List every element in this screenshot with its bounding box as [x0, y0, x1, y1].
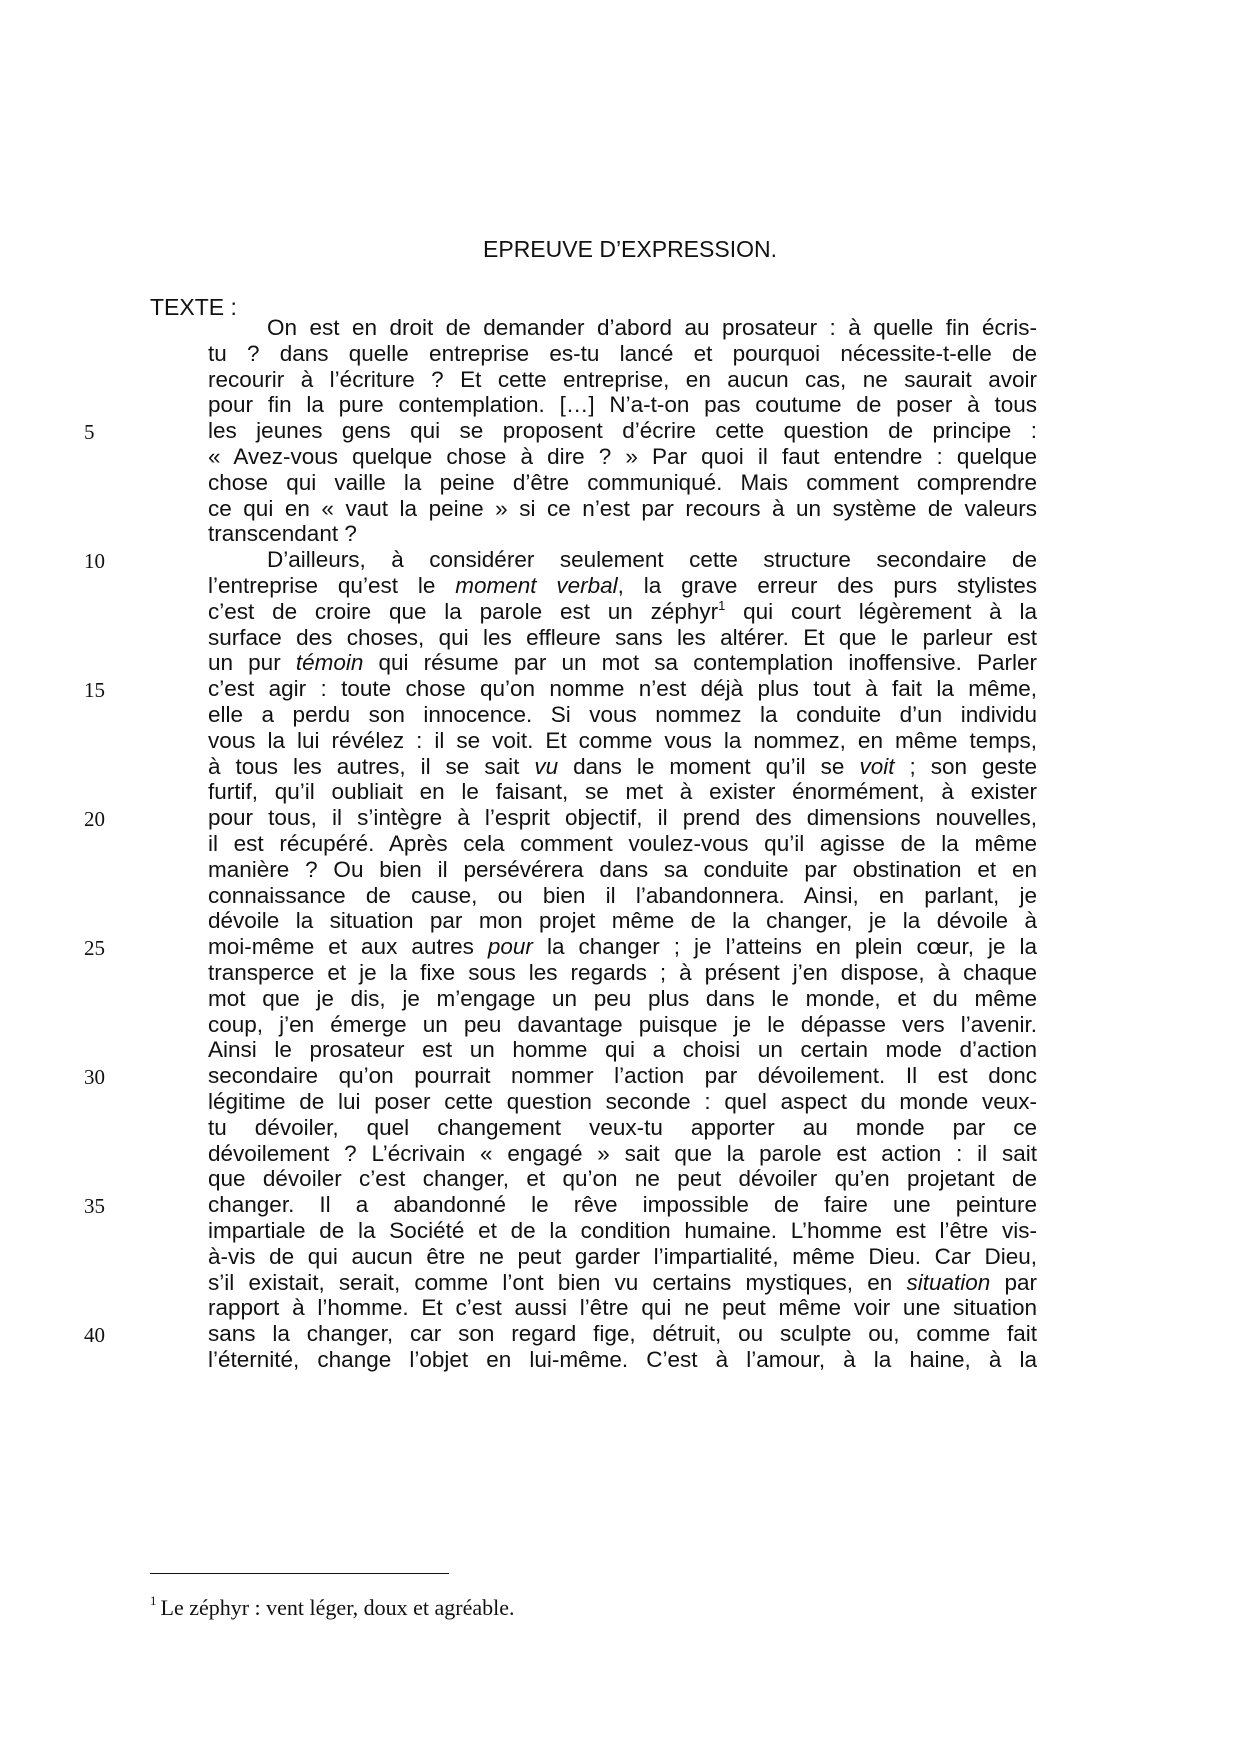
text-line — [208, 365, 1037, 394]
text-line — [208, 855, 1037, 884]
text-run: c’est agir : toute chose qu’on nomme n’est déjà plus tout à fait la même, — [208, 676, 1037, 702]
text-line — [208, 803, 1037, 832]
text-line — [208, 881, 1037, 910]
text-run: c’est de croire que la parole est un zéphyr — [208, 598, 719, 624]
text-line — [208, 416, 1037, 445]
text-run: moi-même et aux autres — [208, 934, 488, 960]
line-number: 40 — [84, 1323, 105, 1348]
footnote-ref: 1 — [718, 597, 726, 613]
italic-text: situation — [906, 1269, 991, 1295]
text-line — [208, 1139, 1037, 1168]
text-line — [208, 442, 1037, 471]
text-run: impartiale de la Société et de la condition humaine. L’homme est l’être vis- — [208, 1218, 1037, 1243]
line-number: 10 — [84, 549, 105, 574]
text-line — [208, 1190, 1037, 1219]
text-line — [208, 1216, 1037, 1245]
line-number: 35 — [84, 1194, 105, 1219]
italic-text: témoin — [295, 650, 364, 676]
line-number: 30 — [84, 1065, 105, 1090]
text-run: à-vis de qui aucun être ne peut garder l’impartialité, même Dieu. Car Dieu, — [208, 1243, 1037, 1269]
text-run: D’ailleurs, à considérer seulement cette structure secondaire de — [267, 547, 1037, 573]
text-run: furtif, qu’il oubliait en le faisant, se met à exister énormément, à exister — [208, 779, 1037, 805]
text-line — [208, 623, 1037, 652]
text-run: dévoile la situation par mon projet même de la changer, je la dévoile à — [208, 908, 1037, 934]
line-number: 15 — [84, 678, 105, 703]
text-line — [208, 700, 1037, 729]
text-run: à tous les autres, il se sait — [208, 753, 535, 779]
text-run: les jeunes gens qui se proposent d’écrire cette question de principe : — [208, 418, 1037, 444]
text-line — [208, 674, 1037, 703]
text-run: manière ? Ou bien il persévérera dans sa conduite par obstination et en — [208, 856, 1037, 882]
text-run: que dévoiler c’est changer, et qu’on ne peut dévoiler qu’en projetant de — [208, 1166, 1037, 1192]
page-title — [0, 236, 1240, 263]
text-run: connaissance de cause, ou bien il l’abandonnera. Ainsi, en parlant, je — [208, 882, 1037, 908]
line-number: 5 — [84, 420, 95, 445]
text-line — [208, 1035, 1037, 1064]
footnote-text: Le zéphyr : vent léger, doux et agréable. — [160, 1595, 515, 1620]
text-run: par — [990, 1269, 1037, 1295]
text-run: chose qui vaille la peine d’être communiqué. Mais comment comprendre — [208, 469, 1037, 495]
text-line — [208, 571, 1037, 600]
text-line — [208, 1268, 1037, 1297]
text-line — [208, 1242, 1037, 1271]
text-run: secondaire qu’on pourrait nommer l’action par dévoilement. Il est donc — [208, 1063, 1037, 1089]
text-run: ce qui en « vaut la peine » si ce n’est par recours à un système de valeurs — [208, 495, 1037, 521]
text-line — [208, 390, 1037, 419]
footnote-mark: 1 — [150, 1593, 157, 1608]
text-run: pour tous, il s’intègre à l’esprit objectif, il prend des dimensions nouvelles, — [208, 805, 1037, 831]
text-line — [208, 906, 1037, 935]
text-run: transcendant ? — [208, 521, 357, 547]
text-line — [208, 958, 1037, 987]
text-run: elle a perdu son innocence. Si vous nommez la conduite d’un individu — [208, 702, 1037, 727]
text-line — [208, 494, 1037, 523]
footnote — [150, 1586, 515, 1623]
text-run: l’éternité, change l’objet en lui-même. C’est à l’amour, à la haine, à la — [208, 1347, 1037, 1372]
text-line — [208, 1087, 1037, 1116]
text-run: dans le moment qu’il se — [558, 753, 860, 779]
text-line — [208, 726, 1037, 755]
text-run: pour fin la pure contemplation. […] N’a-t-on pas coutume de poser à tous — [208, 392, 1037, 418]
text-line — [208, 545, 1037, 574]
text-line — [208, 519, 1037, 548]
text-line — [208, 1345, 1037, 1374]
text-line — [208, 1319, 1037, 1348]
text-run: dévoilement ? L’écrivain « engagé » sait que la parole est action : il sait — [208, 1140, 1037, 1166]
footnote-divider — [150, 1573, 449, 1574]
text-line — [208, 1164, 1037, 1193]
text-run: coup, j’en émerge un peu davantage puisque je le dépasse vers l’avenir. — [208, 1011, 1037, 1037]
text-line — [208, 1293, 1037, 1322]
text-run: tu ? dans quelle entreprise es-tu lancé et pourquoi nécessite-t-elle de — [208, 340, 1037, 366]
text-run: ; son geste — [894, 753, 1038, 779]
text-line — [208, 339, 1037, 368]
text-run: recourir à l’écriture ? Et cette entreprise, en aucun cas, ne saurait avoir — [208, 366, 1037, 392]
section-label: TEXTE : — [150, 294, 237, 320]
text-run: l’entreprise qu’est le — [208, 573, 456, 598]
text-line — [208, 829, 1037, 858]
text-run: qui résume par un mot sa contemplation inoffensive. Parler — [363, 650, 1037, 676]
page-title-text: EPREUVE D’EXPRESSION. — [483, 236, 777, 262]
italic-text: moment verbal — [455, 573, 618, 598]
text-line — [208, 1010, 1037, 1039]
text-run: s’il existait, serait, comme l’ont bien vu certains mystiques, en — [208, 1269, 907, 1295]
text-line — [208, 984, 1037, 1013]
text-line — [208, 648, 1037, 677]
line-number: 25 — [84, 936, 105, 961]
italic-text: vu — [534, 753, 559, 779]
text-run: , la grave erreur des purs stylistes — [617, 573, 1038, 598]
text-run: sans la changer, car son regard fige, détruit, ou sculpte ou, comme fait — [208, 1321, 1037, 1347]
text-line — [208, 1061, 1037, 1090]
text-run: « Avez-vous quelque chose à dire ? » Par quoi il faut entendre : quelque — [208, 444, 1037, 469]
text-run: tu dévoiler, quel changement veux-tu apporter au monde par ce — [208, 1114, 1037, 1140]
text-line — [208, 1113, 1037, 1142]
text-run: un pur — [208, 650, 296, 676]
text-line — [208, 752, 1037, 781]
text-run: vous la lui révélez : il se voit. Et comme vous la nommez, en même temps, — [208, 727, 1037, 753]
text-line — [208, 313, 1037, 342]
text-run: mot que je dis, je m’engage un peu plus dans le monde, et du même — [208, 985, 1037, 1011]
text-run: Ainsi le prosateur est un homme qui a choisi un certain mode d’action — [208, 1037, 1037, 1063]
text-line — [208, 932, 1037, 961]
text-run: surface des choses, qui les effleure sans les altérer. Et que le parleur est — [208, 624, 1037, 650]
italic-text: voit — [859, 753, 895, 779]
line-number: 20 — [84, 807, 105, 832]
text-run: qui court légèrement à la — [725, 598, 1037, 624]
text-line — [208, 777, 1037, 806]
text-line — [208, 597, 1037, 626]
text-run: légitime de lui poser cette question seconde : quel aspect du monde veux- — [208, 1089, 1037, 1114]
text-run: On est en droit de demander d’abord au prosateur : à quelle fin écris- — [267, 315, 1037, 340]
text-line — [208, 468, 1037, 497]
text-run: changer. Il a abandonné le rêve impossible de faire une peinture — [208, 1192, 1037, 1218]
italic-text: pour — [487, 934, 533, 960]
text-run: transperce et je la fixe sous les regards ; à présent j’en dispose, à chaque — [208, 960, 1037, 985]
text-run: la changer ; je l’atteins en plein cœur, je la — [532, 934, 1038, 960]
text-run: il est récupéré. Après cela comment voulez-vous qu’il agisse de la même — [208, 831, 1037, 856]
text-run: rapport à l’homme. Et c’est aussi l’être qui ne peut même voir une situation — [208, 1295, 1037, 1321]
